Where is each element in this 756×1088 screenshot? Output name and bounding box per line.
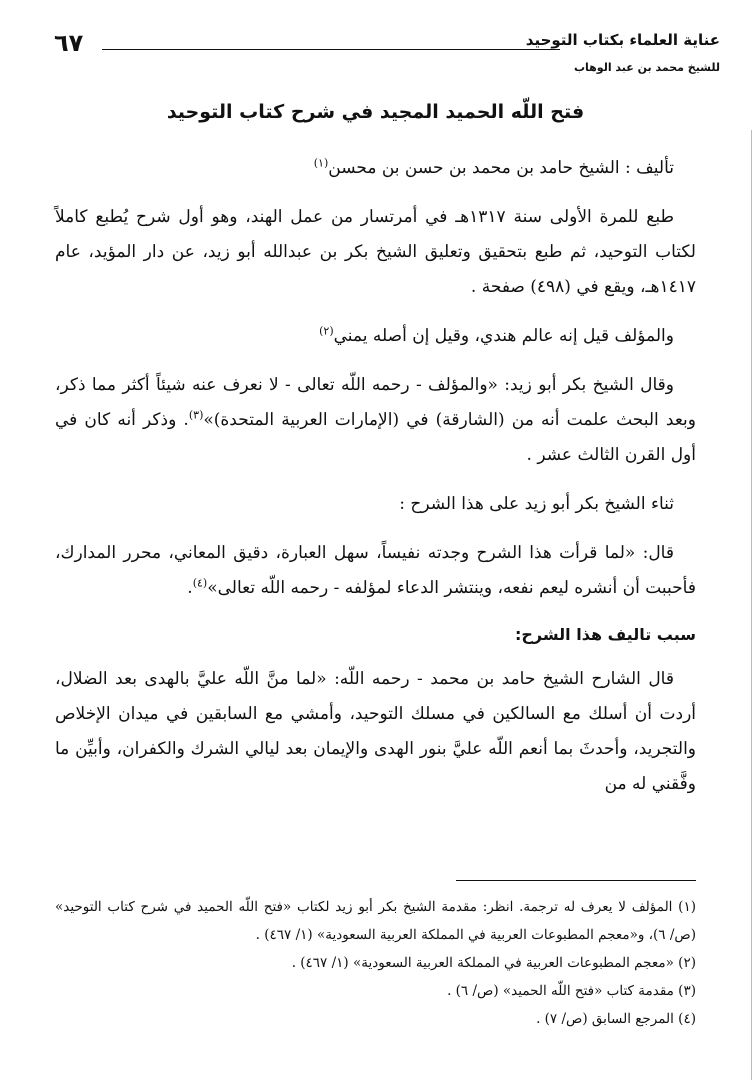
footnote-2: (٢) «معجم المطبوعات العربية في المملكة العربية السعودية» (١/ ٤٦٧) . [291,955,696,971]
header-title: عناية العلماء بكتاب التوحيد [525,31,720,49]
page-edge-line [751,130,752,1080]
footnote-rule [456,880,696,881]
footnote-1: (١) المؤلف لا يعرف له ترجمة. انظر: مقدمة الشيخ بكر أبو زيد لكتاب «فتح اللّه الحميد في شرح كتاب التوحيد» (ص/ ٦)، و«معجم المطبوعات العربية في المملكة العربية السعودية» (١/ ٤٦٧) . [55,899,696,943]
bakr-quote-tail: . وذكر أنه كان في أول القرن الثالث عشر . [55,410,696,465]
paragraph-publication: طبع للمرة الأولى سنة ١٣١٧هـ في أمرتسار من عمل الهند، وهو أول شرح يُطبع كاملاً لكتاب التوحيد، ثم طبع بتحقيق وتعليق الشيخ بكر بن عبدالله أبو زيد، عن دار المؤيد، عام ١٤١٧هـ، ويقع في (٤٩٨) صفحة . [55,207,696,297]
section-heading: سبب تاليف هذا الشرح: [515,625,696,644]
paragraph-origin [55,319,696,354]
praise-end: . [187,578,193,598]
footnote-ref-2[interactable]: (٢) [319,324,334,338]
praise-text: قال: «لما قرأت هذا الشرح وجدته نفيساً، سهل العبارة، دقيق المعاني، محرر المدارك، فأحببت أن أنشره ليعم نفعه، وينتشر الدعاء لمؤلفه - رحمه اللّه تعالى» [55,543,696,598]
main-content [55,95,696,816]
bakr-quote-text: وقال الشيخ بكر أبو زيد: «والمؤلف - رحمه اللّه تعالى - لا نعرف عنه شيئاً أكثر مما ذكر، وبعد البحث علمت أنه من (الشارقة) في (الإمارات العربية المتحدة)» [55,375,696,430]
author-text: تأليف : الشيخ حامد بن محمد بن حسن بن محسن [328,158,674,178]
footnote-3: (٣) مقدمة كتاب «فتح اللّه الحميد» (ص/ ٦) . [447,983,696,999]
footnote-ref-3[interactable]: (٣) [188,408,204,422]
footnote-ref-4[interactable]: (٤) [192,576,208,590]
paragraph-reason: قال الشارح الشيخ حامد بن محمد - رحمه اللّه: «لما منَّ اللّه عليَّ بالهدى بعد الضلال، أردت أن أسلك مع السالكين في مسلك التوحيد، وأمشي مع السابقين في ميدان الإخلاص والتجريد، وأحدثَ بما أنعم اللّه عليَّ بنور الهدى والإيمان بعد ليالي الشرك والكفران، وأبيِّن ما وفَّقني له من [55,669,696,794]
footnote-ref-1[interactable]: (١) [313,156,329,170]
page-number: ٦٧ [54,29,84,57]
origin-text: والمؤلف قيل إنه عالم هندي، وقيل إن أصله يمني [333,326,674,346]
paragraph-praise-heading: ثناء الشيخ بكر أبو زيد على هذا الشرح : [399,494,674,514]
running-header [48,22,720,82]
footnote-4: (٤) المرجع السابق (ص/ ٧) . [536,1011,696,1027]
paragraph-bakr-quote [55,368,696,473]
book-title: فتح اللّه الحميد المجيد في شرح كتاب التوحيد [166,101,585,123]
footnotes [55,893,696,1033]
paragraph-praise [55,536,696,606]
author-line [55,151,696,186]
header-rule [102,49,560,50]
header-subtitle: للشيخ محمد بن عبد الوهاب [573,61,720,74]
